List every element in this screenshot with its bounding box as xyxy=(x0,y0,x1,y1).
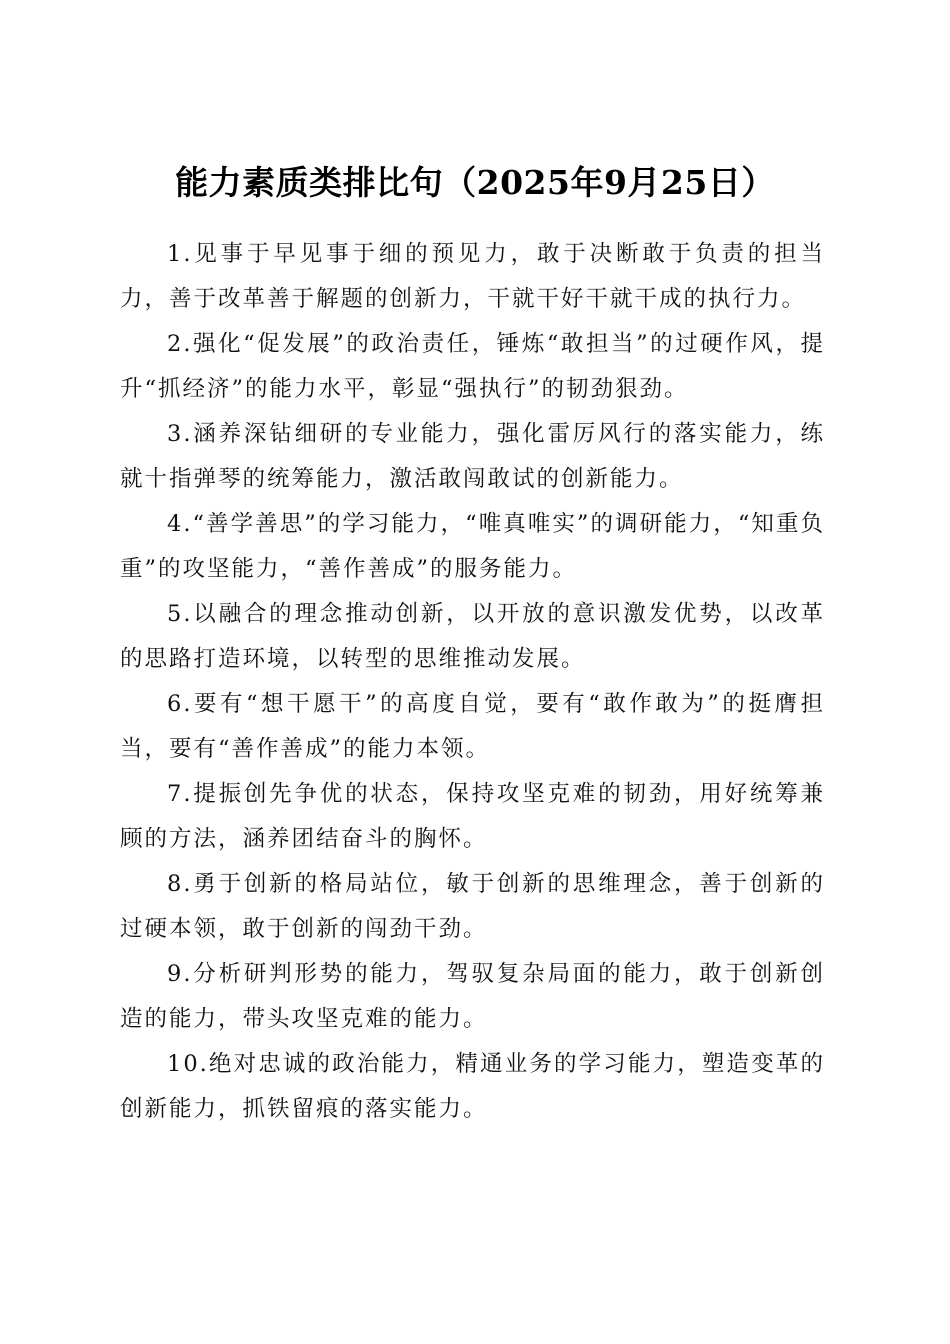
document-body xyxy=(120,232,825,1132)
paragraph-9: 9.分析研判形势的能力，驾驭复杂局面的能力，敢于创新创造的能力，带头攻坚克难的能力。 xyxy=(120,961,825,1032)
paragraph-4: 4.“善学善思”的学习能力，“唯真唯实”的调研能力，“知重负重”的攻坚能力，“善作善成”的服务能力。 xyxy=(120,511,825,582)
paragraph-6: 6.要有“想干愿干”的高度自觉，要有“敢作敢为”的挺膺担当，要有“善作善成”的能力本领。 xyxy=(120,691,825,762)
document-title: 能力素质类排比句（2025年9月25日） xyxy=(175,163,775,203)
paragraph-1: 1.见事于早见事于细的预见力，敢于决断敢于负责的担当力，善于改革善于解题的创新力，干就干好干就干成的执行力。 xyxy=(120,241,825,312)
paragraph-3: 3.涵养深钻细研的专业能力，强化雷厉风行的落实能力，练就十指弹琴的统筹能力，激活敢闯敢试的创新能力。 xyxy=(120,421,825,492)
paragraph-10: 10.绝对忠诚的政治能力，精通业务的学习能力，塑造变革的创新能力，抓铁留痕的落实能力。 xyxy=(120,1051,825,1122)
paragraph-5: 5.以融合的理念推动创新，以开放的意识激发优势，以改革的思路打造环境，以转型的思维推动发展。 xyxy=(120,601,825,672)
paragraph-7: 7.提振创先争优的状态，保持攻坚克难的韧劲，用好统筹兼顾的方法，涵养团结奋斗的胸怀。 xyxy=(120,781,825,852)
paragraph-8: 8.勇于创新的格局站位，敏于创新的思维理念，善于创新的过硬本领，敢于创新的闯劲干劲。 xyxy=(120,871,825,942)
paragraph-2: 2.强化“促发展”的政治责任，锤炼“敢担当”的过硬作风，提升“抓经济”的能力水平，彰显“强执行”的韧劲狠劲。 xyxy=(120,331,825,402)
